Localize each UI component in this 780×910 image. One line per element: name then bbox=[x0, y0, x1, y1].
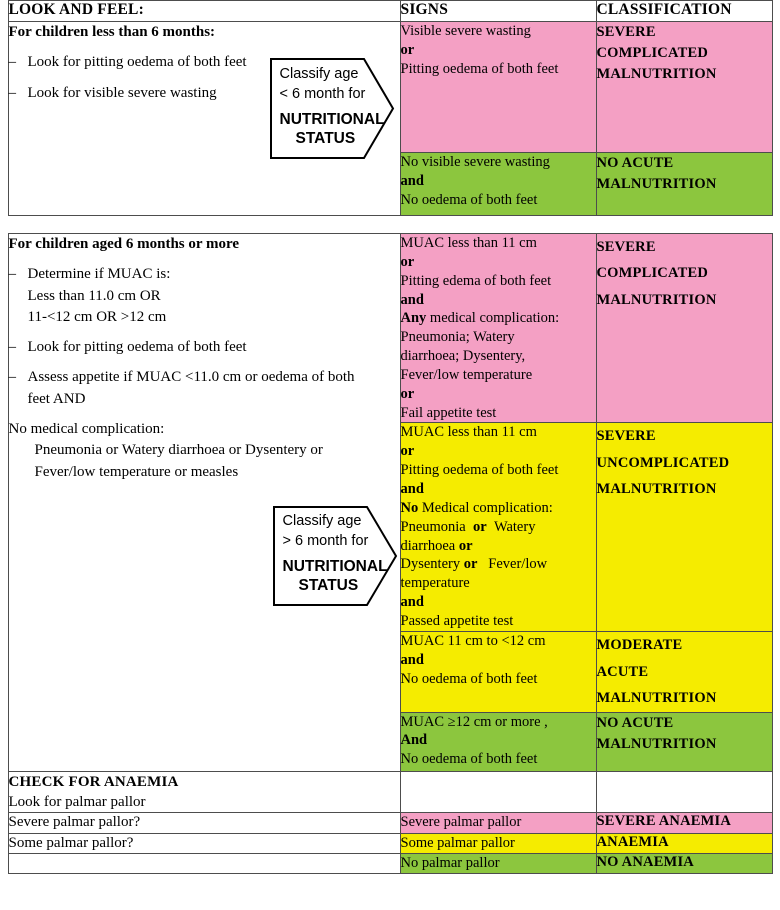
list-item bbox=[9, 264, 400, 328]
sign-connector: and bbox=[400, 480, 424, 497]
classification-cell-no-acute-malnutrition bbox=[596, 712, 772, 771]
list-item-label: feet AND bbox=[27, 390, 86, 407]
sign-line: Pneumonia or Watery bbox=[400, 518, 536, 535]
classification-line: UNCOMPLICATED bbox=[596, 454, 730, 471]
sign-line: Dysentery or Fever/low bbox=[400, 556, 548, 573]
classification-cell-severe-uncomplicated bbox=[596, 423, 772, 632]
list-item-label: Look for pitting oedema of both feet bbox=[27, 339, 247, 356]
classification-line: SEVERE bbox=[596, 24, 656, 40]
callout-line-2: > 6 month for bbox=[282, 532, 369, 549]
callout-line-1: Classify age bbox=[279, 66, 359, 82]
dash-icon: – bbox=[8, 84, 16, 101]
list-item-label: Less than 11.0 cm OR bbox=[27, 287, 161, 304]
list-item-label: Look for pitting oedema of both feet bbox=[27, 54, 247, 71]
sign-line: MUAC ≥12 cm or more , bbox=[400, 713, 548, 730]
table-row bbox=[8, 854, 772, 874]
classify-age-callout-under-6-months bbox=[270, 58, 394, 159]
classification-line: MALNUTRITION bbox=[596, 481, 717, 498]
sign-line: temperature bbox=[400, 575, 470, 592]
signs-cell-no-acute-malnutrition bbox=[400, 153, 596, 216]
sign-line: MUAC less than 11 cm bbox=[400, 424, 537, 441]
sign-line: No oedema of both feet bbox=[400, 671, 538, 688]
anaemia-classification-some: ANAEMIA bbox=[596, 833, 772, 854]
signs-cell-severe-complicated bbox=[400, 22, 596, 153]
list-item bbox=[9, 367, 400, 410]
sign-connector: or bbox=[400, 41, 415, 58]
list-item-label: 11-<12 cm OR >12 cm bbox=[27, 308, 167, 325]
callout-text-block bbox=[273, 506, 397, 596]
sign-connector: or bbox=[400, 385, 415, 402]
classification-line: MALNUTRITION bbox=[596, 176, 717, 193]
table-row bbox=[8, 833, 772, 854]
classification-cell-moderate-acute bbox=[596, 632, 772, 712]
table-spacer bbox=[0, 216, 780, 233]
sign-line: MUAC less than 11 cm bbox=[400, 235, 537, 251]
sign-connector: And bbox=[400, 732, 428, 749]
sign-rest: Medical complication: bbox=[418, 499, 553, 516]
table-under-6-months bbox=[8, 0, 773, 216]
check-for-anaemia-cell bbox=[8, 771, 400, 813]
header-classification: CLASSIFICATION bbox=[596, 1, 772, 22]
classification-line: NO ACUTE bbox=[596, 714, 674, 731]
classification-line: MALNUTRITION bbox=[596, 690, 717, 707]
table-row bbox=[8, 22, 772, 153]
anaemia-header-row bbox=[8, 771, 772, 813]
dash-icon: – bbox=[8, 54, 16, 71]
sign-line: MUAC 11 cm to <12 cm bbox=[400, 633, 546, 650]
signs-cell-moderate-acute bbox=[400, 632, 596, 712]
anaemia-sign-none: No palmar pallor bbox=[400, 854, 596, 874]
look-bullet-list bbox=[9, 264, 400, 410]
classification-cell-severe-complicated bbox=[596, 234, 772, 423]
no-medical-complication-block bbox=[9, 419, 400, 483]
sign-line: Pitting oedema of both feet bbox=[400, 60, 559, 77]
dash-icon: – bbox=[8, 339, 16, 356]
signs-cell-no-acute-malnutrition bbox=[400, 712, 596, 771]
sign-connector: and bbox=[400, 652, 424, 669]
classification-line: NO ACUTE bbox=[596, 155, 674, 171]
header-signs: SIGNS bbox=[400, 1, 596, 22]
sign-lead-word: No bbox=[400, 499, 419, 516]
sign-line: Visible severe wasting bbox=[400, 23, 531, 39]
callout-line-1: Classify age bbox=[282, 513, 362, 529]
anaemia-classification-none: NO ANAEMIA bbox=[596, 854, 772, 874]
classify-age-callout-6-months-or-more bbox=[273, 506, 397, 606]
dash-icon: – bbox=[8, 369, 16, 386]
sign-line: diarrhoea; Dysentery, bbox=[400, 348, 526, 365]
block-line: Pneumonia or Watery diarrhoea or Dysentery or bbox=[34, 442, 323, 459]
sign-line: Pitting oedema of both feet bbox=[400, 462, 559, 479]
signs-cell-severe-uncomplicated bbox=[400, 423, 596, 632]
classification-cell-severe-complicated bbox=[596, 22, 772, 153]
sign-line: No oedema of both feet bbox=[400, 751, 538, 768]
classification-line: MODERATE bbox=[596, 637, 683, 654]
table-6-months-or-more bbox=[8, 233, 773, 874]
header-look-and-feel: LOOK AND FEEL: bbox=[8, 1, 400, 22]
look-and-feel-cell-under-6-months bbox=[8, 22, 400, 216]
sign-connector: and bbox=[400, 291, 424, 308]
classification-line: MALNUTRITION bbox=[596, 66, 717, 83]
sign-line: Pitting edema of both feet bbox=[400, 272, 552, 289]
dash-icon: – bbox=[8, 266, 16, 283]
callout-text-block bbox=[270, 58, 394, 149]
signs-cell-severe-complicated bbox=[400, 234, 596, 423]
classification-line: COMPLICATED bbox=[596, 45, 708, 62]
callout-line-4: STATUS bbox=[295, 130, 356, 148]
anaemia-sign-some: Some palmar pallor bbox=[400, 833, 596, 854]
sign-line: No visible severe wasting bbox=[400, 154, 550, 170]
block-line: Fever/low temperature or measles bbox=[34, 463, 239, 480]
anaemia-question-severe: Severe palmar pallor? bbox=[8, 813, 400, 834]
anaemia-question-some: Some palmar pallor? bbox=[8, 833, 400, 854]
anaemia-title: CHECK FOR ANAEMIA bbox=[8, 773, 179, 790]
classification-cell-no-acute-malnutrition bbox=[596, 153, 772, 216]
anaemia-subtitle: Look for palmar pallor bbox=[8, 793, 146, 810]
callout-line-3: NUTRITIONAL bbox=[279, 111, 385, 129]
sign-line: Passed appetite test bbox=[400, 612, 514, 629]
classification-line: MALNUTRITION bbox=[596, 291, 717, 308]
sign-line: Fever/low temperature bbox=[400, 366, 533, 383]
look-lead-text: For children less than 6 months: bbox=[8, 24, 216, 40]
classification-line: ACUTE bbox=[596, 663, 649, 680]
sign-connector: or bbox=[400, 253, 415, 270]
table-row bbox=[8, 234, 772, 423]
sign-line-emphasised bbox=[401, 499, 596, 518]
sign-connector: and bbox=[400, 172, 424, 189]
table-row bbox=[8, 813, 772, 834]
anaemia-classification-severe: SEVERE ANAEMIA bbox=[596, 813, 772, 834]
sign-rest: medical complication: bbox=[426, 310, 560, 327]
classification-line: SEVERE bbox=[596, 239, 656, 255]
sign-connector: or bbox=[400, 443, 415, 460]
anaemia-sign-severe: Severe palmar pallor bbox=[400, 813, 596, 834]
block-title: No medical complication: bbox=[8, 421, 165, 438]
anaemia-signs-blank bbox=[400, 771, 596, 813]
anaemia-classification-blank bbox=[596, 771, 772, 813]
sign-line: Fail appetite test bbox=[400, 404, 497, 421]
sign-line: No oedema of both feet bbox=[400, 191, 538, 208]
list-item-label: Assess appetite if MUAC <11.0 cm or oedema of both bbox=[27, 369, 355, 386]
look-and-feel-cell-6-months-or-more bbox=[8, 234, 400, 772]
classification-line: COMPLICATED bbox=[596, 265, 708, 282]
callout-line-3: NUTRITIONAL bbox=[282, 558, 388, 576]
sign-connector: and bbox=[400, 594, 424, 611]
callout-line-4: STATUS bbox=[298, 577, 359, 595]
classification-line: MALNUTRITION bbox=[596, 735, 717, 752]
list-item bbox=[9, 337, 400, 358]
sign-lead-word: Any bbox=[400, 310, 427, 327]
list-item-label: Determine if MUAC is: bbox=[27, 266, 171, 283]
anaemia-question-none bbox=[8, 854, 400, 874]
look-lead-text: For children aged 6 months or more bbox=[8, 236, 240, 252]
sign-line-emphasised bbox=[401, 309, 596, 328]
list-item-label: Look for visible severe wasting bbox=[27, 84, 217, 101]
table-header-row bbox=[8, 1, 772, 22]
callout-line-2: < 6 month for bbox=[279, 85, 366, 102]
sign-line: Pneumonia; Watery bbox=[400, 329, 515, 346]
classification-line: SEVERE bbox=[596, 428, 656, 445]
sign-line: diarrhoea or bbox=[400, 537, 473, 554]
